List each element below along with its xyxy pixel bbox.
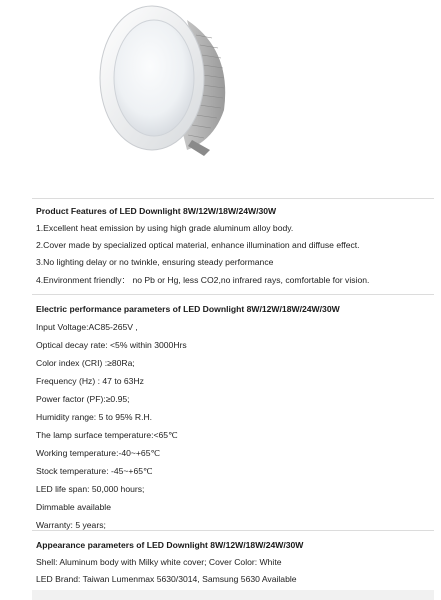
feature-item: 3.No lighting delay or no twinkle, ensuring steady performance xyxy=(36,257,274,267)
electric-item: Optical decay rate: <5% within 3000Hrs xyxy=(36,340,187,350)
electric-item: Working temperature:-40~+65℃ xyxy=(36,448,161,458)
feature-item: 4.Environment friendly： no Pb or Hg, less CO2,no infrared rays, comfortable for vision. xyxy=(36,275,370,285)
page-footer-strip xyxy=(32,590,434,600)
downlight-lens xyxy=(114,20,194,136)
feature-item: 2.Cover made by specialized optical material, enhance illumination and diffuse effect. xyxy=(36,240,360,250)
appearance-item: Shell: Aluminum body with Milky white cover; Cover Color: White xyxy=(36,557,282,567)
electric-title: Electric performance parameters of LED Downlight 8W/12W/18W/24W/30W xyxy=(36,304,340,314)
electric-item: Frequency (Hz) : 47 to 63Hz xyxy=(36,376,144,386)
appearance-item: LED Brand: Taiwan Lumenmax 5630/3014, Samsung 5630 Available xyxy=(36,574,297,584)
product-photo-area xyxy=(32,0,434,198)
electric-item: Humidity range: 5 to 95% R.H. xyxy=(36,412,153,422)
electric-item: LED life span: 50,000 hours; xyxy=(36,484,145,494)
divider xyxy=(32,530,434,531)
appearance-title: Appearance parameters of LED Downlight 8W/12W/18W/24W/30W xyxy=(36,540,304,550)
electric-item: Color index (CRI) :≥80Ra; xyxy=(36,358,135,368)
electric-item: Warranty: 5 years; xyxy=(36,520,106,530)
electric-item: The lamp surface temperature:<65℃ xyxy=(36,430,178,440)
feature-item: 1.Excellent heat emission by using high grade aluminum alloy body. xyxy=(36,223,294,233)
led-downlight-photo xyxy=(92,0,242,160)
features-title: Product Features of LED Downlight 8W/12W/18W/24W/30W xyxy=(36,206,277,216)
electric-item: Stock temperature: -45~+65℃ xyxy=(36,466,153,476)
electric-item: Dimmable available xyxy=(36,502,111,512)
electric-item: Power factor (PF):≥0.95; xyxy=(36,394,130,404)
divider xyxy=(32,198,434,199)
product-description xyxy=(32,198,434,600)
divider xyxy=(32,294,434,295)
electric-item: Input Voltage:AC85-265V , xyxy=(36,322,138,332)
